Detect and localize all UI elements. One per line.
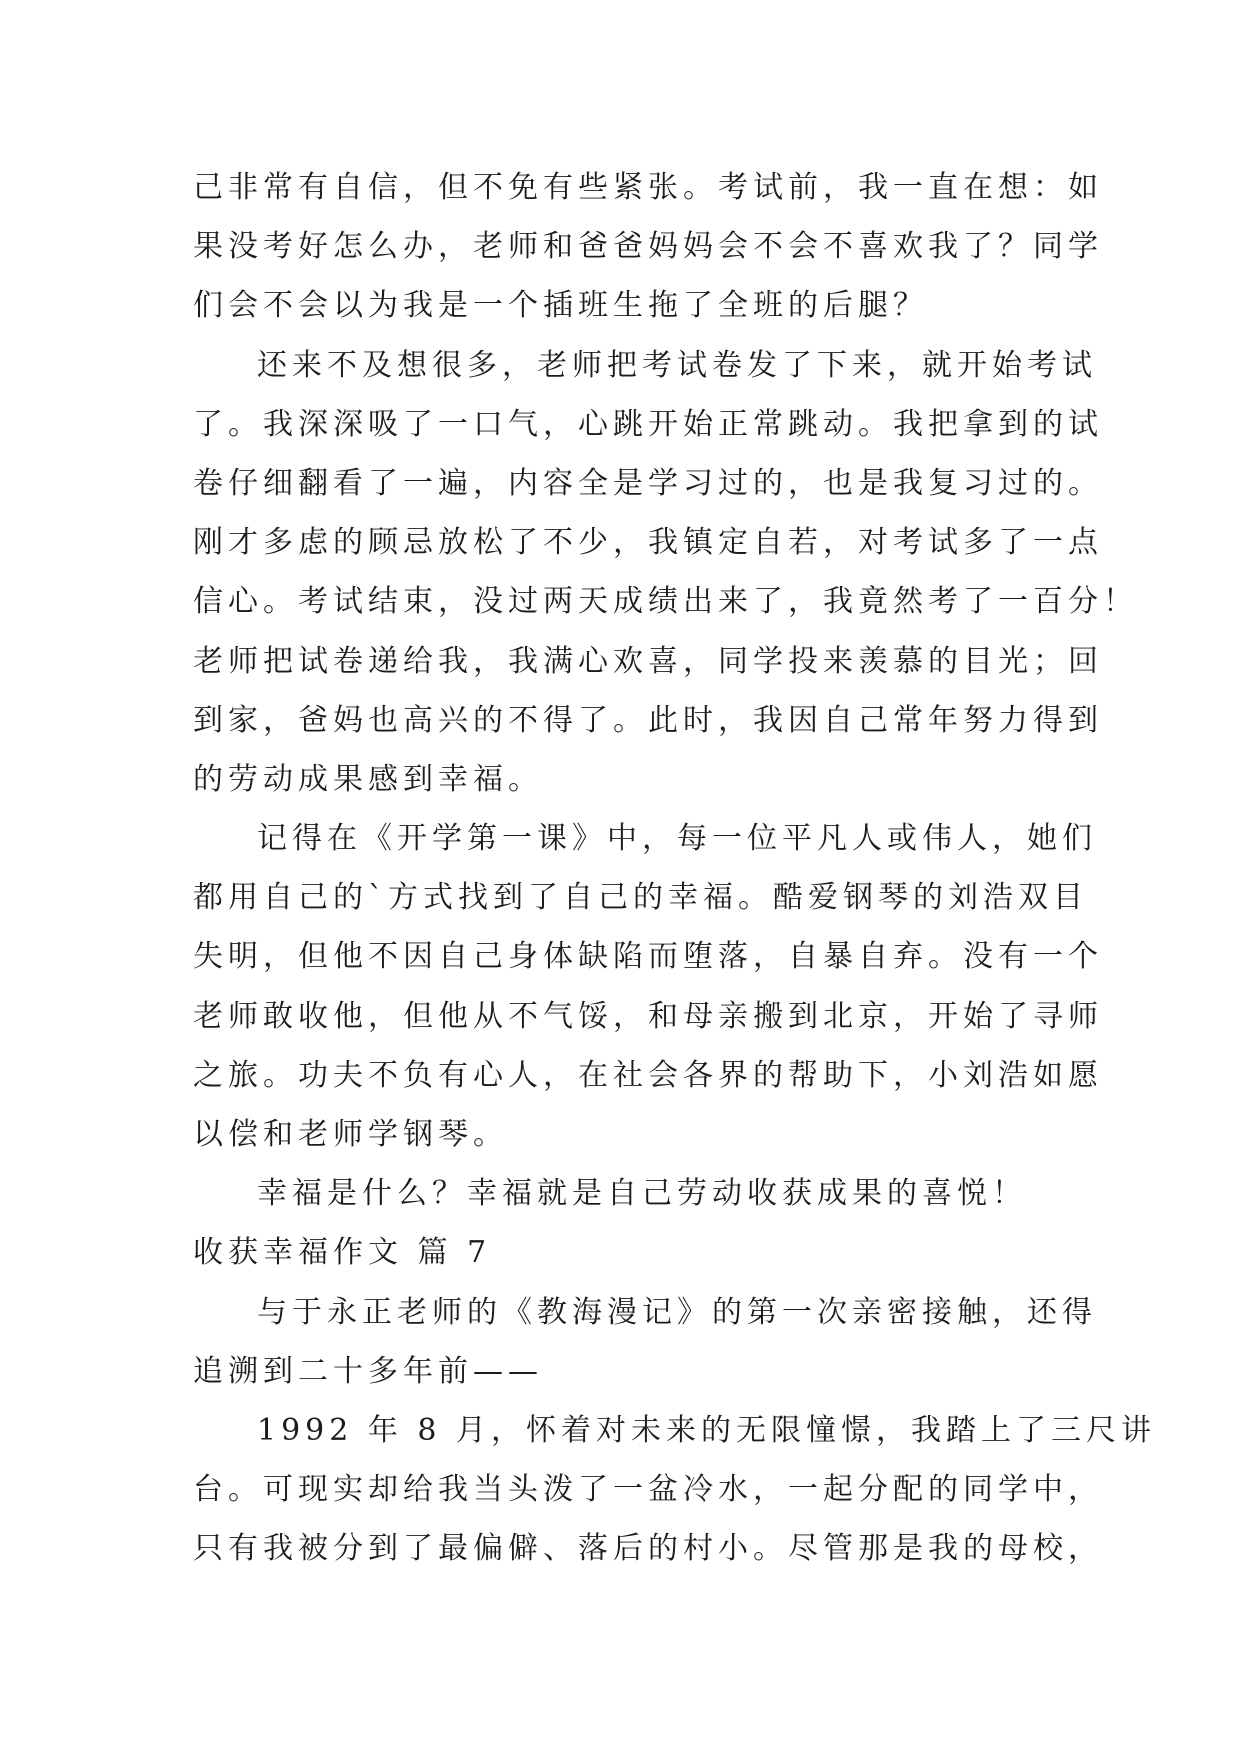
essay-text xyxy=(193,158,1157,1579)
text-line: 都用自己的`方式找到了自己的幸福。酷爱钢琴的刘浩双目 xyxy=(193,880,1088,916)
section-heading: 收获幸福作文 篇 7 xyxy=(193,1235,492,1271)
text-line: 之旅。功夫不负有心人，在社会各界的帮助下，小刘浩如愿 xyxy=(193,1057,1103,1093)
text-line: 老师敢收他，但他从不气馁，和母亲搬到北京，开始了寻师 xyxy=(193,998,1103,1034)
text-line: 只有我被分到了最偏僻、落后的村小。尽管那是我的母校， xyxy=(193,1531,1103,1567)
text-line: 卷仔细翻看了一遍，内容全是学习过的，也是我复习过的。 xyxy=(193,465,1103,501)
text-line: 到家，爸妈也高兴的不得了。此时，我因自己常年努力得到 xyxy=(193,702,1103,738)
paragraph-first-line: 与于永正老师的《教海漫记》的第一次亲密接触，还得 xyxy=(257,1294,1097,1330)
text-line: 们会不会以为我是一个插班生拖了全班的后腿？ xyxy=(193,288,928,324)
text-line: 的劳动成果感到幸福。 xyxy=(193,761,543,797)
text-line: 追溯到二十多年前—— xyxy=(193,1353,543,1389)
text-line: 果没考好怎么办，老师和爸爸妈妈会不会不喜欢我了？同学 xyxy=(193,229,1103,265)
text-line: 刚才多虑的顾忌放松了不少，我镇定自若，对考试多了一点 xyxy=(193,525,1103,561)
text-line: 失明，但他不因自己身体缺陷而堕落，自暴自弃。没有一个 xyxy=(193,939,1103,975)
text-line: 己非常有自信，但不免有些紧张。考试前，我一直在想：如 xyxy=(193,170,1103,205)
paragraph-first-line: 幸福是什么？幸福就是自己劳动收获成果的喜悦！ xyxy=(257,1176,1027,1212)
text-line: 以偿和老师学钢琴。 xyxy=(193,1117,508,1152)
text-line: 信心。考试结束，没过两天成绩出来了，我竟然考了一百分！ xyxy=(193,584,1138,620)
text-line: 了。我深深吸了一口气，心跳开始正常跳动。我把拿到的试 xyxy=(193,406,1103,442)
text-line: 老师把试卷递给我，我满心欢喜，同学投来羡慕的目光；回 xyxy=(193,643,1103,679)
paragraph-first-line: 记得在《开学第一课》中，每一位平凡人或伟人，她们 xyxy=(257,821,1097,857)
text-line: 台。可现实却给我当头泼了一盆冷水，一起分配的同学中， xyxy=(193,1472,1103,1508)
paragraph-first-line: 还来不及想很多，老师把考试卷发了下来，就开始考试 xyxy=(257,347,1097,383)
paragraph-first-line: 1992 年 8 月，怀着对未来的无限憧憬，我踏上了三尺讲 xyxy=(257,1412,1157,1448)
